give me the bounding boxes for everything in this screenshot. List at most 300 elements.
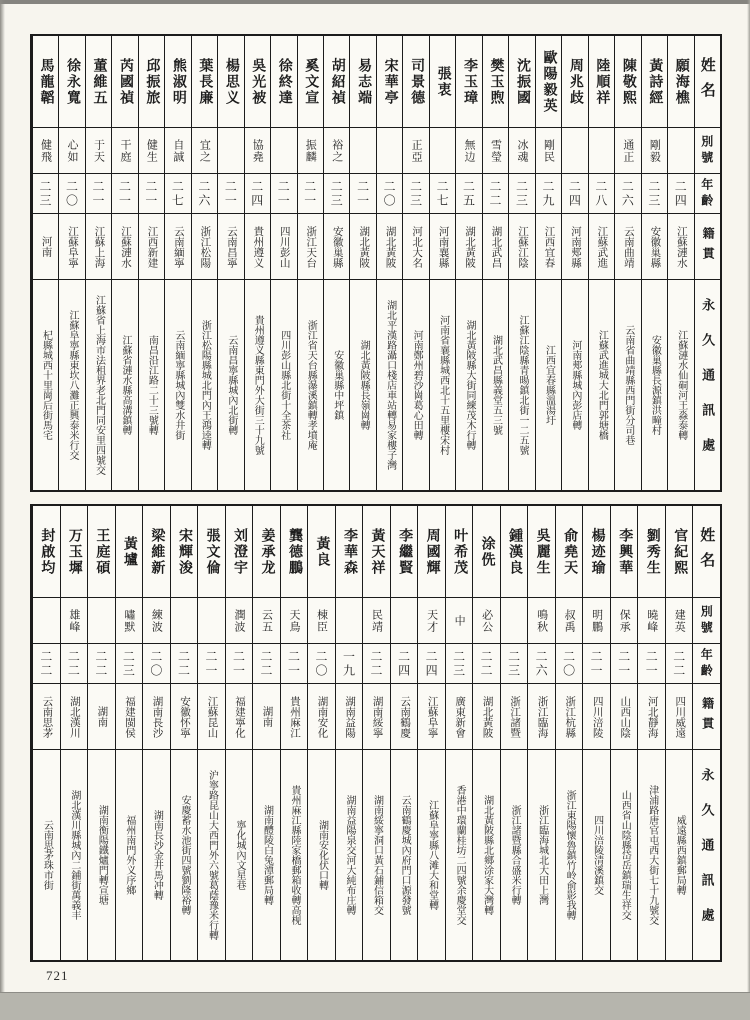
- person-age: [61, 644, 88, 684]
- person-name: [88, 506, 115, 598]
- person-address: [456, 280, 481, 490]
- person-alias: [86, 128, 111, 174]
- person-alias-text: 雄峰: [67, 608, 80, 633]
- person-alias: [112, 128, 137, 174]
- person-alias-text: 必公: [480, 608, 493, 633]
- column-label-name: [693, 506, 720, 598]
- person-name: [33, 36, 58, 128]
- person-address-text: 湖北黃陂縣長嶺崗轉: [358, 340, 370, 430]
- person-native-text: 安徽怀寧: [178, 695, 190, 738]
- person-name-text: 歐陽毅英: [541, 49, 557, 114]
- person-name: [61, 506, 88, 598]
- person-native-text: 浙江杭縣: [564, 695, 576, 738]
- person-name: [615, 36, 640, 128]
- person-alias: [501, 598, 528, 644]
- person-native-text: 四川涪陵: [591, 695, 603, 738]
- person-alias-text: 民靖: [370, 608, 383, 633]
- person-native: [483, 214, 508, 280]
- column-label-address: [695, 280, 720, 490]
- person-address-text: 浙江諸暨縣合盛米行轉: [509, 805, 521, 905]
- person-name-text: 万玉墀: [66, 527, 82, 576]
- person-address: [668, 280, 693, 490]
- person-alias: [509, 128, 534, 174]
- person-name: [666, 506, 693, 598]
- column-label-address: [693, 750, 720, 960]
- person-name: [456, 36, 481, 128]
- person-age-text: 二〇: [382, 179, 397, 208]
- person-column: [142, 506, 170, 960]
- person-name: [226, 506, 253, 598]
- person-native: [430, 214, 455, 280]
- person-name-text: 李華森: [342, 527, 358, 576]
- person-native: [391, 684, 418, 750]
- person-name: [377, 36, 402, 128]
- person-age: [615, 174, 640, 214]
- person-age: [473, 644, 500, 684]
- person-native-text: 河南: [40, 236, 52, 257]
- person-address: [271, 280, 296, 490]
- person-name-text: 張衷: [435, 65, 451, 98]
- person-native: [165, 214, 190, 280]
- person-name: [642, 36, 667, 128]
- person-address-text: 湖南益陽泉交河大純布庄轉: [344, 795, 356, 915]
- person-native-text: 江蘇漣水: [675, 225, 687, 268]
- person-age: [165, 174, 190, 214]
- person-age: [336, 644, 363, 684]
- person-name-text: 熊淑明: [170, 57, 186, 106]
- person-native-text: 江蘇阜寧: [426, 695, 438, 738]
- person-name: [589, 36, 614, 128]
- person-native-text: 云南緬寧: [172, 225, 184, 268]
- person-native-text: 云南曲靖: [622, 225, 634, 268]
- person-native-text: 河北大名: [411, 225, 423, 268]
- person-age: [139, 174, 164, 214]
- person-alias: [218, 128, 243, 174]
- person-name-text: 李玉璋: [462, 57, 478, 106]
- person-age-text: 二一: [355, 179, 370, 208]
- person-name: [473, 506, 500, 598]
- person-alias: [61, 598, 88, 644]
- person-native: [377, 214, 402, 280]
- person-native: [556, 684, 583, 750]
- person-column: [472, 506, 500, 960]
- person-age-text: 二四: [424, 649, 439, 678]
- person-name-text: 宋輝浚: [176, 527, 192, 576]
- person-native: [509, 214, 534, 280]
- person-alias-text: 云五: [260, 608, 273, 633]
- person-age-text: 二四: [396, 649, 411, 678]
- person-native-text: 江蘇江陰: [517, 225, 529, 268]
- column-label-native-text: 籍貫: [701, 226, 716, 267]
- person-name-text: 涂侁: [479, 535, 495, 568]
- person-native: [363, 684, 390, 750]
- person-native: [336, 684, 363, 750]
- person-alias: [281, 598, 308, 644]
- person-column: [582, 506, 610, 960]
- person-alias: [556, 598, 583, 644]
- person-native: [583, 684, 610, 750]
- person-alias: [483, 128, 508, 174]
- person-age-text: 二七: [435, 179, 450, 208]
- directory-table-upper: [30, 34, 722, 492]
- person-native-text: 云南昌寧: [225, 225, 237, 268]
- column-label-address-text: 永久通訊處: [699, 767, 715, 943]
- person-name: [245, 36, 270, 128]
- person-address: [363, 750, 390, 960]
- column-label-native: [695, 214, 720, 280]
- person-address-text: 江西宜春縣溫湯圩: [543, 345, 555, 425]
- person-address-text: 浙江松陽縣城北門內王鴻逵轉: [199, 320, 211, 450]
- person-age-text: 二一: [286, 649, 301, 678]
- person-alias-text: 心如: [66, 138, 79, 163]
- person-name-text: 馬龍韜: [38, 57, 54, 106]
- person-native-text: 江蘇阜寧: [67, 225, 79, 268]
- person-age-text: 二〇: [314, 649, 329, 678]
- person-age-text: 二三: [451, 649, 466, 678]
- person-name: [165, 36, 190, 128]
- person-alias-text: 協堯: [251, 138, 264, 163]
- person-name-text: 胡紹禎: [329, 57, 345, 106]
- person-address: [139, 280, 164, 490]
- person-address-text: 云南思茅珠市街: [41, 820, 53, 890]
- person-alias: [642, 128, 667, 174]
- person-age: [324, 174, 349, 214]
- person-name-text: 樊玉煦: [488, 57, 504, 106]
- person-age-text: 二二: [479, 649, 494, 678]
- person-name: [198, 506, 225, 598]
- person-address-text: 江蘇省上海市法租界老北門同安里四號交: [93, 295, 105, 475]
- person-alias-text: 宜之: [198, 138, 211, 163]
- header-column: [694, 36, 720, 490]
- person-address-text: 河南省襄縣城西北十五里樓宋村: [437, 315, 449, 455]
- person-alias-text: 剛民: [542, 138, 555, 163]
- person-address: [483, 280, 508, 490]
- person-alias-text: 保承: [618, 608, 631, 633]
- person-age: [363, 644, 390, 684]
- person-name-text: 董維五: [91, 57, 107, 106]
- person-alias: [403, 128, 428, 174]
- person-column: [641, 36, 667, 490]
- person-address: [324, 280, 349, 490]
- person-name-text: 楊思义: [223, 57, 239, 106]
- person-native-text: 安徽巢縣: [331, 225, 343, 268]
- person-address: [86, 280, 111, 490]
- person-name-text: 官紀熙: [672, 527, 688, 576]
- person-address: [112, 280, 137, 490]
- person-column: [349, 36, 375, 490]
- person-alias: [391, 598, 418, 644]
- person-address-text: 江蘇武進城大北門郭塘橋: [596, 330, 608, 440]
- person-native: [638, 684, 665, 750]
- person-alias-text: 練波: [150, 608, 163, 633]
- person-age-text: 二八: [593, 179, 608, 208]
- person-address: [59, 280, 84, 490]
- person-address: [446, 750, 473, 960]
- person-address: [536, 280, 561, 490]
- person-age: [391, 644, 418, 684]
- person-name: [281, 506, 308, 598]
- person-name: [446, 506, 473, 598]
- person-column: [335, 506, 363, 960]
- person-native: [226, 684, 253, 750]
- person-name-text: 刘澄宇: [231, 527, 247, 576]
- column-label-age-text: 年齡: [699, 177, 714, 210]
- person-age-text: 二二: [176, 649, 191, 678]
- person-alias-text: 雪瑩: [489, 138, 502, 163]
- person-name-text: 楊迹瑜: [589, 527, 605, 576]
- person-native-text: 河南襄縣: [437, 225, 449, 268]
- person-native: [403, 214, 428, 280]
- scan-edge-top: [0, 0, 750, 4]
- person-alias: [308, 598, 335, 644]
- person-native: [171, 684, 198, 750]
- person-alias: [430, 128, 455, 174]
- person-age: [666, 644, 693, 684]
- person-native-text: 湖南綏寧: [371, 695, 383, 738]
- person-column: [225, 506, 253, 960]
- person-column: [191, 36, 217, 490]
- person-name: [403, 36, 428, 128]
- person-column: [60, 506, 88, 960]
- person-alias-text: 通正: [621, 138, 634, 163]
- person-native: [253, 684, 280, 750]
- person-column: [417, 506, 445, 960]
- person-native-text: 廣東新會: [454, 695, 466, 738]
- person-address-text: 沪寧路昆山大西門外六號葛蔭豫米行轉: [206, 770, 218, 940]
- person-alias: [324, 128, 349, 174]
- person-native: [562, 214, 587, 280]
- person-address-text: 江蘇漣水仙硐河王淼泰轉: [675, 330, 687, 440]
- person-native: [418, 684, 445, 750]
- person-age-text: 二二: [66, 649, 81, 678]
- person-age: [253, 644, 280, 684]
- person-name-text: 徐終達: [276, 57, 292, 106]
- person-address-text: 云南緬寧縣城內雙水井街: [172, 330, 184, 440]
- person-address-text: 四川彭山縣北街十全茶社: [278, 330, 290, 440]
- person-age-text: 二〇: [561, 649, 576, 678]
- person-name-text: 易志端: [356, 57, 372, 106]
- person-name-text: 龔德鵬: [287, 527, 302, 576]
- person-name: [528, 506, 555, 598]
- person-alias: [536, 128, 561, 174]
- person-column: [32, 36, 58, 490]
- person-column: [527, 506, 555, 960]
- column-label-age-text: 年齡: [699, 647, 714, 680]
- person-column: [614, 36, 640, 490]
- person-native: [589, 214, 614, 280]
- person-column: [170, 506, 198, 960]
- person-alias: [446, 598, 473, 644]
- person-age: [171, 644, 198, 684]
- page-number: 721: [46, 968, 69, 983]
- person-alias: [116, 598, 143, 644]
- person-address: [308, 750, 335, 960]
- person-address: [611, 750, 638, 960]
- column-label-alias-text: 別號: [699, 134, 714, 167]
- person-native: [446, 684, 473, 750]
- column-label-address-text: 永久通訊處: [700, 297, 716, 473]
- person-address-text: 四川涪陵清溪鎮交: [591, 815, 603, 895]
- person-column: [111, 36, 137, 490]
- person-column: [482, 36, 508, 490]
- column-label-alias: [693, 598, 720, 644]
- person-age-text: 二二: [93, 649, 108, 678]
- person-name: [363, 506, 390, 598]
- person-native-text: 福建閩侯: [123, 695, 135, 738]
- person-address: [528, 750, 555, 960]
- person-alias-text: 天鳥: [288, 608, 300, 633]
- person-column: [138, 36, 164, 490]
- person-age-text: 二六: [196, 179, 211, 208]
- person-name-text: 沈振國: [514, 57, 530, 106]
- person-name: [116, 506, 143, 598]
- person-address: [418, 750, 445, 960]
- person-age-text: 二六: [620, 179, 635, 208]
- person-address: [192, 280, 217, 490]
- person-alias: [271, 128, 296, 174]
- person-name: [509, 36, 534, 128]
- person-age: [143, 644, 170, 684]
- person-address: [556, 750, 583, 960]
- person-alias-text: 天才: [425, 608, 438, 633]
- column-label-name-text: 姓名: [698, 526, 715, 577]
- person-native-text: 湖南長沙: [151, 695, 163, 738]
- person-name-text: 邱振旅: [144, 57, 160, 106]
- person-name-text: 封啟均: [39, 527, 55, 576]
- person-alias: [88, 598, 115, 644]
- person-native-text: 湖南安化: [316, 695, 328, 738]
- person-age: [501, 644, 528, 684]
- person-name: [298, 36, 323, 128]
- person-alias: [192, 128, 217, 174]
- person-age-text: 二七: [170, 179, 185, 208]
- person-alias: [139, 128, 164, 174]
- person-alias-text: 無边: [463, 138, 476, 163]
- person-age: [350, 174, 375, 214]
- person-native: [61, 684, 88, 750]
- person-native-text: 浙江諸暨: [509, 695, 521, 738]
- person-address-text: 貴州麻江縣陸家橋郵箱收轉高枧: [289, 785, 300, 925]
- person-age: [446, 644, 473, 684]
- person-column: [610, 506, 638, 960]
- person-alias-text: 正亞: [410, 138, 423, 163]
- person-native: [112, 214, 137, 280]
- person-column: [561, 36, 587, 490]
- person-column: [280, 506, 308, 960]
- person-alias: [165, 128, 190, 174]
- scan-edge-left: [0, 0, 5, 1020]
- person-native: [86, 214, 111, 280]
- person-alias-text: 嘯默: [122, 608, 135, 633]
- person-native-text: 安徽巢縣: [649, 225, 661, 268]
- person-age-text: 二二: [488, 179, 503, 208]
- person-column: [508, 36, 534, 490]
- person-address-text: 福州南門外义序鄉: [123, 815, 135, 895]
- person-native: [298, 214, 323, 280]
- person-address-text: 浙江臨海城北大田上灣: [536, 805, 548, 905]
- person-address: [509, 280, 534, 490]
- person-alias: [363, 598, 390, 644]
- person-age: [483, 174, 508, 214]
- person-name: [583, 506, 610, 598]
- person-address: [562, 280, 587, 490]
- person-native: [536, 214, 561, 280]
- person-address-text: 江蘇阜寧縣八滩大和堂轉: [426, 800, 438, 910]
- person-alias: [589, 128, 614, 174]
- person-native-text: 湖北漢川: [68, 695, 80, 738]
- person-native: [350, 214, 375, 280]
- person-native: [281, 684, 308, 750]
- person-column: [197, 506, 225, 960]
- person-alias-text: 叔禹: [563, 608, 576, 633]
- person-native-text: 湖北黃陂: [481, 695, 493, 738]
- person-address-text: 湖南衡陽鐵爐門轉宣塘: [96, 805, 108, 905]
- person-native: [116, 684, 143, 750]
- person-alias-text: 于天: [92, 138, 105, 163]
- person-native-text: 河南郟縣: [569, 225, 581, 268]
- person-native-text: 四川威遠: [674, 695, 686, 738]
- person-address: [143, 750, 170, 960]
- person-column: [667, 36, 693, 490]
- person-native: [642, 214, 667, 280]
- person-native-text: 江西宜春: [543, 225, 555, 268]
- person-address: [615, 280, 640, 490]
- person-address-text: 杞縣城西十里崗后街馬宅: [40, 330, 52, 440]
- person-alias: [562, 128, 587, 174]
- person-column: [390, 506, 418, 960]
- person-age-text: 二一: [616, 649, 631, 678]
- person-alias-text: 振麟: [304, 138, 317, 163]
- person-address-text: 湖北漢川縣城內二鋪街萬義丰: [68, 790, 80, 920]
- person-age: [198, 644, 225, 684]
- person-native-text: 山西山陰: [619, 695, 631, 738]
- column-label-native: [693, 684, 720, 750]
- person-alias: [377, 128, 402, 174]
- person-address: [350, 280, 375, 490]
- person-column: [297, 36, 323, 490]
- person-age-text: 二四: [567, 179, 582, 208]
- person-name: [112, 36, 137, 128]
- person-address-text: 香港中環蘭桂坊二四號余慶堂交: [454, 785, 466, 925]
- person-name-text: 黃壚: [121, 535, 137, 568]
- person-address-text: 江蘇江陰縣青暘鎮北街一二五號: [516, 315, 528, 455]
- person-alias: [456, 128, 481, 174]
- person-native: [245, 214, 270, 280]
- person-address-text: 貴州遵义縣東門外大街三十九號: [252, 315, 264, 455]
- person-address-text: 湖北平漢路灄口棧店車站轉易家樓子灣: [384, 300, 396, 470]
- person-address: [403, 280, 428, 490]
- person-age: [536, 174, 561, 214]
- person-address-text: 云南省曲靖縣西門街分司巷: [622, 325, 634, 445]
- person-native: [528, 684, 555, 750]
- person-native-text: 湖北黃陂: [384, 225, 396, 268]
- person-age: [589, 174, 614, 214]
- person-age: [59, 174, 84, 214]
- person-name: [668, 36, 693, 128]
- directory-table-lower: [30, 504, 722, 962]
- person-name-text: 奚文宣: [303, 57, 319, 106]
- person-age: [33, 174, 58, 214]
- person-address-text: 河南鄭州碧沙崗葛心田轉: [411, 330, 423, 440]
- person-column: [217, 36, 243, 490]
- person-name-text: 願海樵: [673, 57, 689, 106]
- person-column: [362, 506, 390, 960]
- person-alias-text: 裕之: [330, 138, 343, 163]
- person-address-text: 浙江省天台縣瀑溪鎮轉孝墳庵: [305, 320, 317, 450]
- person-native-text: 四川彭山: [278, 225, 290, 268]
- person-column: [455, 36, 481, 490]
- person-name: [562, 36, 587, 128]
